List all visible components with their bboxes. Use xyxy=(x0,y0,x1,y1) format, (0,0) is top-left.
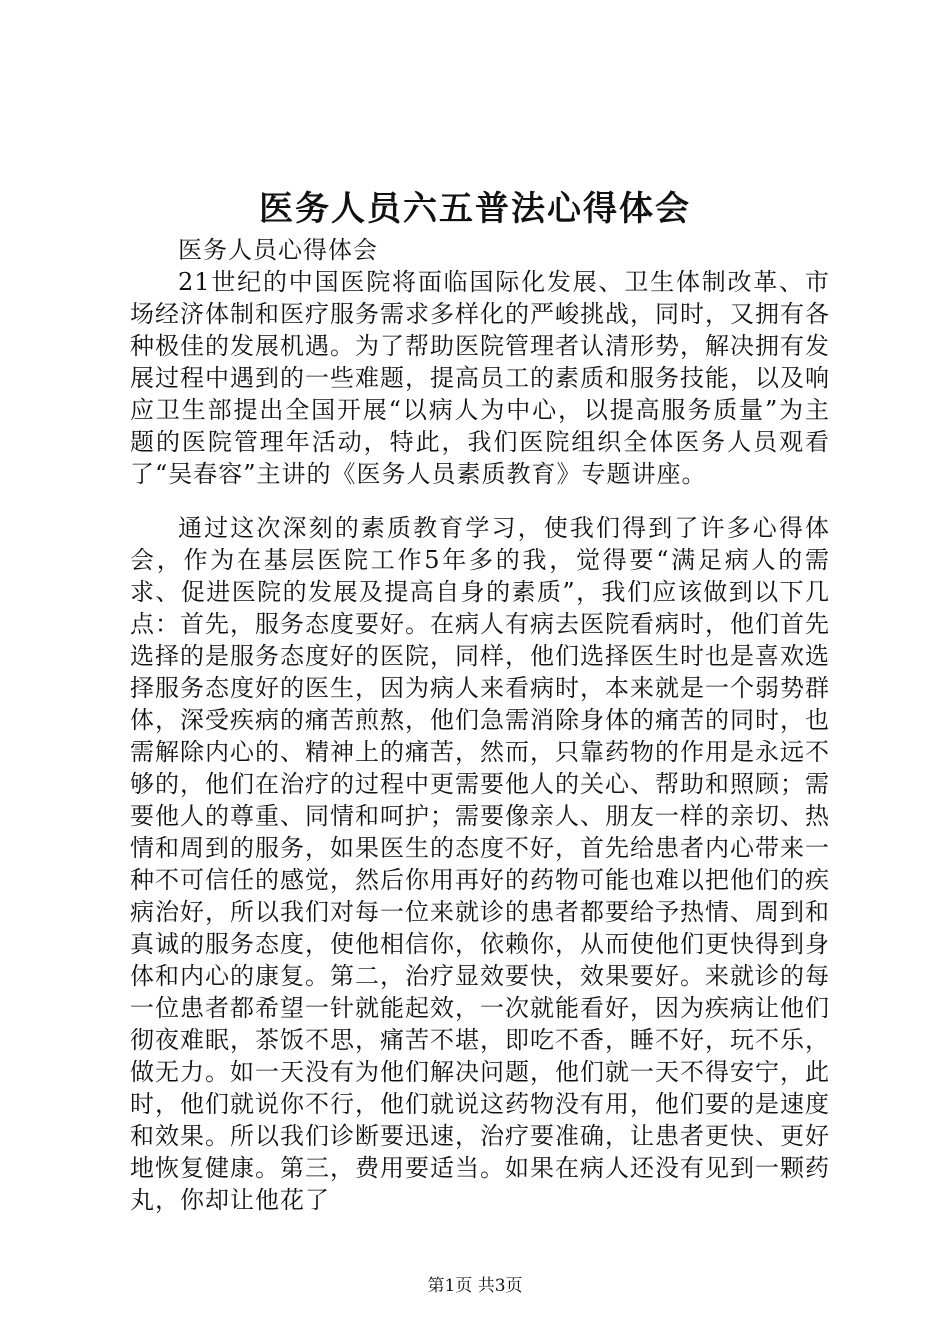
document-title: 医务人员六五普法心得体会 xyxy=(259,189,691,229)
paragraph-intro: 21世纪的中国医院将面临国际化发展、卫生体制改革、市场经济体制和医疗服务需求多样化的严峻挑战，同时，又拥有各种极佳的发展机遇。为了帮助医院管理者认清形势，解决拥有发展过程中遇到的一些难题，提高员工的素质和服务技能，以及响应卫生部提出全国开展“以病人为中心，以提高服务质量”为主题的医院管理年活动，特此，我们医院组织全体医务人员观看了“吴春容”主讲的《医务人员素质教育》专题讲座。 xyxy=(130,268,830,488)
paragraph-experience: 通过这次深刻的素质教育学习，使我们得到了许多心得体会，作为在基层医院工作5年多的我，觉得要“满足病人的需求、促进医院的发展及提高自身的素质”，我们应该做到以下几点：首先，服务态度要好。在病人有病去医院看病时，他们首先选择的是服务态度好的医院，同样，他们选择医生时也是喜欢选择服务态度好的医生，因为病人来看病时，本来就是一个弱势群体，深受疾病的痛苦煎熬，他们急需消除身体的痛苦的同时，也需解除内心的、精神上的痛苦，然而，只靠药物的作用是永远不够的，他们在治疗的过程中更需要他人的关心、帮助和照顾；需要他人的尊重、同情和呵护；需要像亲人、朋友一样的亲切、热情和周到的服务，如果医生的态度不好，首先给患者内心带来一种不可信任的感觉，然后你用再好的药物可能也难以把他们的疾病治好，所以我们对每一位来就诊的患者都要给予热情、周到和真诚的服务态度，使他相信你，依赖你，从而使他们更快得到身体和内心的康复。第二，治疗显效要快，效果要好。来就诊的每一位患者都希望一针就能起效，一次就能看好，因为疾病让他们彻夜难眠，茶饭不思，痛苦不堪，即吃不香，睡不好，玩不乐，做无力。如一天没有为他们解决问题，他们就一天不得安宁，此时，他们就说你不行，他们就说这药物没有用，他们要的是速度和效果。所以我们诊断要迅速，治疗要准确，让患者更快、更好地恢复健康。第三，费用要适当。如果在病人还没有见到一颗药丸，你却让他花了 xyxy=(130,514,830,1214)
document-subtitle: 医务人员心得体会 xyxy=(178,236,378,264)
page-footer: 第1页 共3页 xyxy=(427,1276,523,1296)
